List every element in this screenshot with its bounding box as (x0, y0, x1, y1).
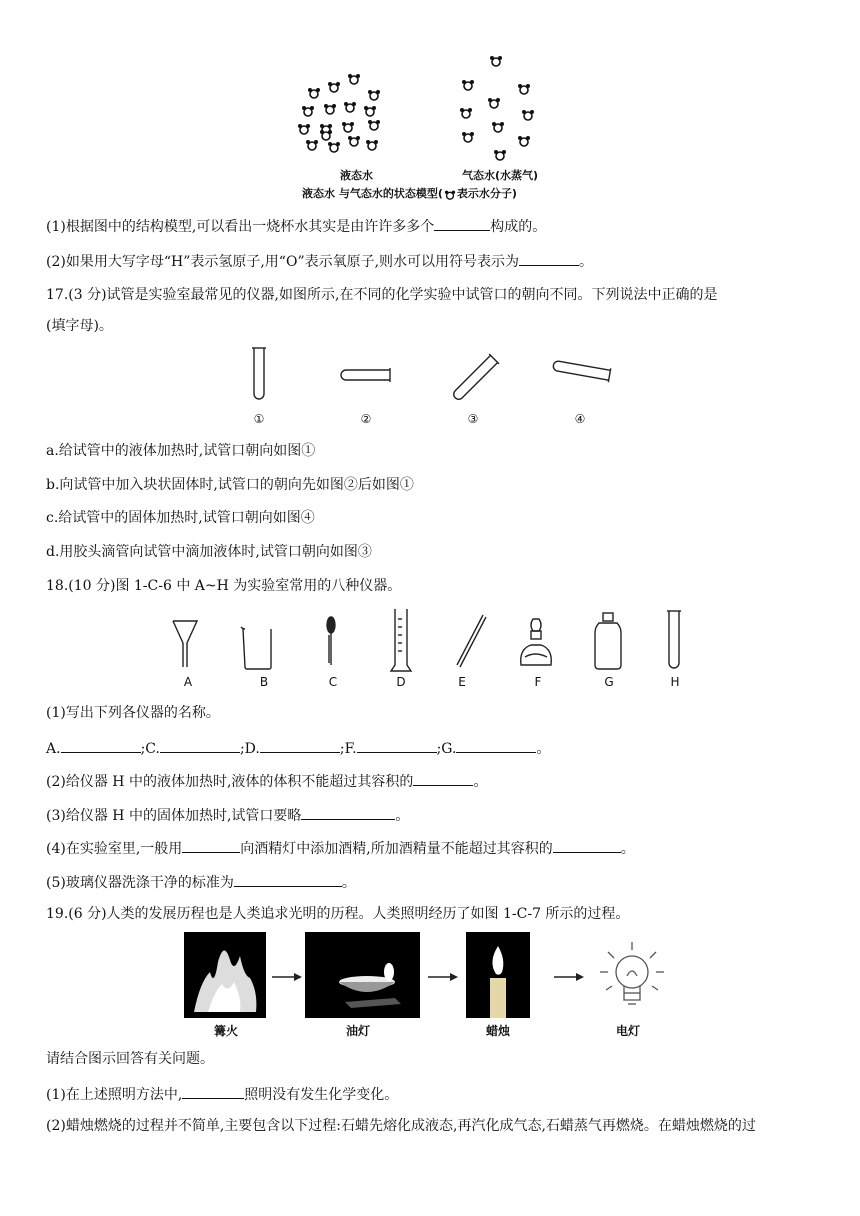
q17-option-c[interactable]: c.给试管中的固体加热时,试管口朝向如图④ (46, 510, 315, 526)
answer-blank-d[interactable] (260, 738, 340, 753)
q18-part1: (1)写出下列各仪器的名称。 (46, 705, 220, 721)
caption-electric-light: 电灯 (616, 1024, 641, 1038)
answer-blank[interactable] (553, 838, 621, 853)
caption-bonfire: 篝火 (214, 1024, 239, 1038)
q18-part2: (2)给仪器 H 中的液体加热时,液体的体积不能超过其容积的 。 (46, 771, 487, 791)
reagent-bottle-icon (595, 613, 621, 669)
fig-label-4: ④ (574, 412, 586, 426)
q18-stem: 18.(10 分)图 1-C-6 中 A~H 为实验室常用的八种仪器。 (46, 578, 402, 594)
answer-blank-f[interactable] (357, 738, 437, 753)
answer-blank-c[interactable] (160, 738, 240, 753)
test-tube-orientation-figure (230, 340, 630, 410)
gas-water-molecules (460, 56, 534, 160)
test-tube-tilted-up (450, 354, 499, 403)
arrow-icon (554, 972, 584, 982)
answer-blank-g[interactable] (456, 738, 536, 753)
q18-part4: (4)在实验室里,一般用 向酒精灯中添加酒精,所加酒精量不能超过其容积的 。 (46, 838, 635, 858)
dropper-icon (327, 617, 335, 665)
caption-candle: 蜡烛 (486, 1024, 511, 1038)
answer-blank[interactable] (413, 771, 473, 786)
instrument-label-d: D (396, 675, 406, 689)
funnel-icon (173, 621, 197, 667)
fig-label-2: ② (360, 412, 372, 426)
instrument-label-f: F (534, 675, 542, 689)
instrument-label-b: B (259, 675, 269, 689)
water-model-figure (290, 50, 570, 175)
light-bulb-icon (596, 938, 668, 1020)
answer-blank[interactable] (182, 1084, 244, 1099)
bonfire-image (184, 932, 266, 1018)
q19-part2: (2)蜡烛燃烧的过程并不简单,主要包含以下过程:石蜡先熔化成液态,再汽化成气态,石蜡蒸气再燃烧。在蜡烛燃烧的过 (46, 1118, 756, 1134)
arrow-icon (428, 972, 458, 982)
oil-lamp-image (305, 932, 420, 1018)
instrument-label-c: C (328, 675, 338, 689)
q17-stem-line2: (填字母)。 (46, 318, 113, 334)
graduated-cylinder-icon (391, 609, 411, 671)
q17-option-d[interactable]: d.用胶头滴管向试管中滴加液体时,试管口朝向如图③ (46, 544, 372, 560)
test-tube-tilted-down (552, 358, 611, 382)
q16-part1: (1)根据图中的结构模型,可以看出一烧杯水其实是由许许多多个 构成的。 (46, 216, 546, 236)
answer-blank[interactable] (434, 216, 490, 231)
q18-part1-blanks: A. ;C. ;D. ;F. ;G. 。 (46, 738, 550, 758)
water-figure-caption: 液态水 与气态水的状态模型( 表示水分子) (302, 187, 517, 200)
instrument-label-g: G (604, 675, 614, 689)
q18-part5: (5)玻璃仪器洗涤干净的标准为 。 (46, 872, 356, 892)
label-liquid-water: 液态水 (340, 169, 373, 182)
alcohol-lamp-icon (521, 619, 552, 665)
caption-oil-lamp: 油灯 (346, 1024, 371, 1038)
q16-part2: (2)如果用大写字母“H”表示氢原子,用“O”表示氧原子,则水可以用符号表示为 。 (46, 251, 593, 271)
beaker-icon (241, 627, 271, 669)
answer-blank[interactable] (301, 805, 395, 820)
fig-label-3: ③ (467, 412, 479, 426)
test-tube-horizontal (341, 368, 390, 382)
test-tube-vertical (252, 348, 266, 399)
test-tube-icon (667, 611, 681, 668)
q19-prompt: 请结合图示回答有关问题。 (46, 1051, 214, 1067)
glass-rod-icon (457, 615, 486, 667)
label-gas-water: 气态水(水蒸气) (462, 169, 539, 182)
instrument-label-h: H (670, 675, 680, 689)
candle-image (466, 932, 530, 1018)
instrument-label-e: E (458, 675, 466, 689)
q17-stem-line1: 17.(3 分)试管是实验室最常见的仪器,如图所示,在不同的化学实验中试管口的朝向不同。下列说法中正确的是 (46, 287, 718, 303)
q17-option-b[interactable]: b.向试管中加入块状固体时,试管口的朝向先如图②后如图① (46, 477, 414, 493)
answer-blank[interactable] (182, 838, 240, 853)
answer-blank-a[interactable] (61, 738, 141, 753)
arrow-icon (272, 972, 302, 982)
lab-instruments-figure (165, 605, 695, 675)
q17-option-a[interactable]: a.给试管中的液体加热时,试管口朝向如图① (46, 443, 316, 459)
q19-part1: (1)在上述照明方法中, 照明没有发生化学变化。 (46, 1084, 398, 1104)
answer-blank[interactable] (234, 872, 342, 887)
q19-stem: 19.(6 分)人类的发展历程也是人类追求光明的历程。人类照明经历了如图 1-C-7 所示的过程。 (46, 906, 630, 922)
answer-blank[interactable] (519, 251, 579, 266)
fig-label-1: ① (253, 412, 265, 426)
q18-part3: (3)给仪器 H 中的固体加热时,试管口要略 。 (46, 805, 409, 825)
instrument-label-a: A (183, 675, 193, 689)
liquid-water-molecules (298, 74, 380, 152)
water-molecule-icon (443, 188, 457, 200)
